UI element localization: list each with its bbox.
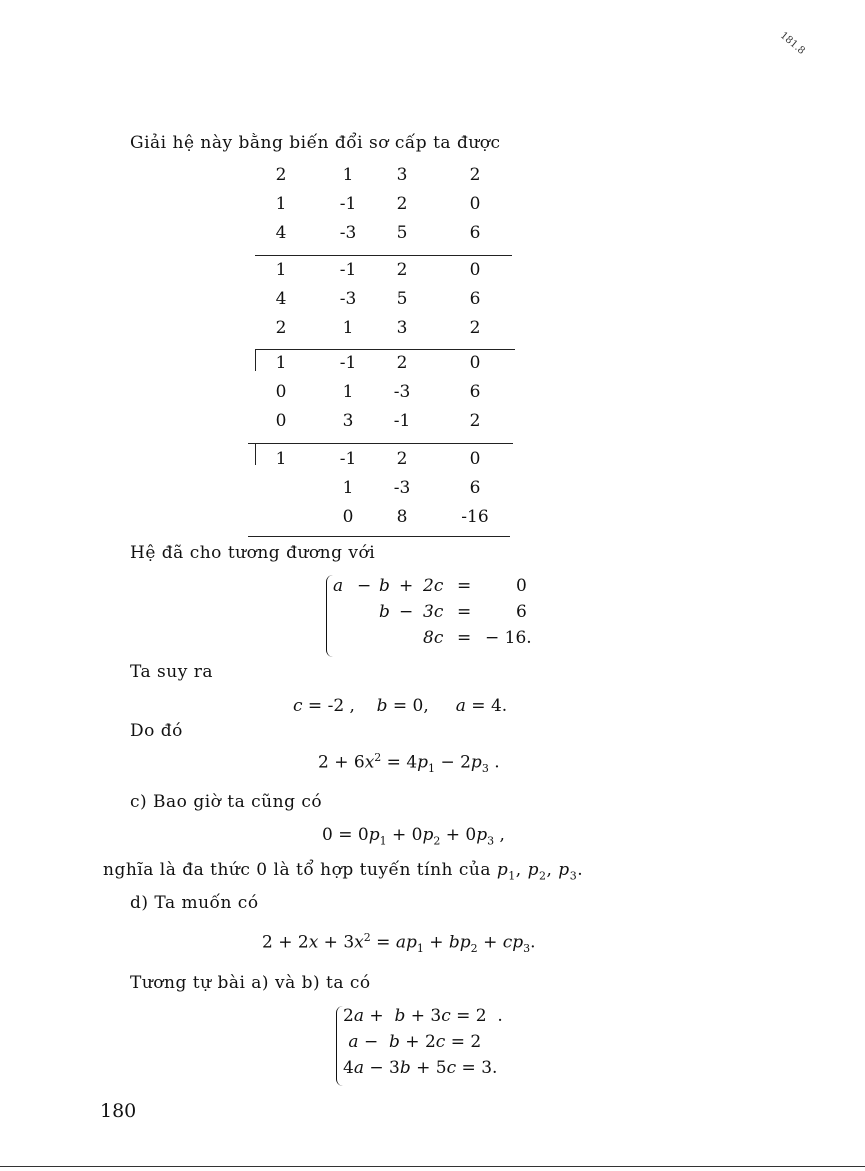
table-rule bbox=[255, 255, 512, 256]
matrix-cell: 2 bbox=[469, 165, 481, 185]
page-number: 180 bbox=[100, 1100, 137, 1122]
meaning-text: nghĩa là đa thức 0 là tổ hợp tuyến tính của $p_1$, $p_2$, $p_3$. bbox=[103, 860, 584, 883]
matrix-cell: 2 bbox=[396, 353, 408, 373]
table-rule bbox=[248, 443, 513, 444]
equation-c: $0 = 0p_1 + 0p_2 + 0p_3$ , bbox=[322, 825, 505, 848]
matrix-cell: 0 bbox=[275, 411, 287, 431]
matrix-cell: -3 bbox=[339, 289, 357, 309]
hence-text: Do đó bbox=[130, 721, 183, 741]
table-rule bbox=[255, 349, 515, 350]
matrix-cell: 1 bbox=[342, 165, 354, 185]
system2-row1: 2a + b + 3c = 2 . bbox=[343, 1006, 503, 1026]
matrix-cell: 0 bbox=[469, 353, 481, 373]
equivalent-text: Hệ đã cho tương đương với bbox=[130, 543, 376, 563]
matrix-cell: 4 bbox=[275, 289, 287, 309]
matrix-cell: 4 bbox=[275, 223, 287, 243]
matrix-cell: 1 bbox=[342, 318, 354, 338]
matrix-cell: 2 bbox=[469, 318, 481, 338]
matrix-cell: -16 bbox=[461, 507, 489, 527]
page-bottom-border bbox=[0, 1166, 865, 1167]
matrix-cell: -1 bbox=[393, 411, 411, 431]
table-divider bbox=[255, 349, 256, 371]
intro-text: Giải hệ này bằng biến đổi sơ cấp ta được bbox=[130, 133, 501, 153]
matrix-cell: 0 bbox=[469, 449, 481, 469]
matrix-cell: 1 bbox=[275, 449, 287, 469]
matrix-cell: 2 bbox=[275, 318, 287, 338]
matrix-cell: 1 bbox=[275, 353, 287, 373]
matrix-cell: 6 bbox=[469, 223, 481, 243]
system1-row1: a − b + 2c = 0 bbox=[333, 576, 527, 596]
table-divider bbox=[255, 443, 256, 465]
matrix-cell: 0 bbox=[275, 382, 287, 402]
part-c-label: c) Bao giờ ta cũng có bbox=[130, 792, 323, 812]
matrix-cell: 8 bbox=[396, 507, 408, 527]
equation-d: $2 + 2x + 3x^2 = ap_1 + bp_2 + cp_3$. bbox=[262, 931, 536, 956]
equation-hence: $2 + 6x^2 = 4p_1 - 2p_3$ . bbox=[318, 751, 500, 776]
matrix-cell: 2 bbox=[396, 194, 408, 214]
matrix-cell: -1 bbox=[339, 194, 357, 214]
matrix-cell: 6 bbox=[469, 289, 481, 309]
system2-row3: 4a − 3b + 5c = 3. bbox=[343, 1058, 498, 1078]
corner-stamp: 181.8 bbox=[777, 30, 807, 57]
matrix-cell: 0 bbox=[342, 507, 354, 527]
matrix-cell: -1 bbox=[339, 449, 357, 469]
matrix-cell: -3 bbox=[339, 223, 357, 243]
system-brace bbox=[326, 575, 333, 657]
matrix-cell: 1 bbox=[342, 478, 354, 498]
matrix-cell: -1 bbox=[339, 260, 357, 280]
matrix-cell: 1 bbox=[275, 194, 287, 214]
matrix-cell: 3 bbox=[396, 318, 408, 338]
matrix-cell: 0 bbox=[469, 194, 481, 214]
matrix-cell: 6 bbox=[469, 382, 481, 402]
matrix-cell: 5 bbox=[396, 223, 408, 243]
part-d-label: d) Ta muốn có bbox=[130, 893, 259, 913]
system2-brace bbox=[336, 1006, 343, 1086]
matrix-cell: 3 bbox=[396, 165, 408, 185]
matrix-cell: 0 bbox=[469, 260, 481, 280]
matrix-cell: -1 bbox=[339, 353, 357, 373]
matrix-cell: 1 bbox=[342, 382, 354, 402]
matrix-cell: 1 bbox=[275, 260, 287, 280]
table-rule bbox=[248, 536, 510, 537]
matrix-cell: 2 bbox=[396, 449, 408, 469]
matrix-cell: 3 bbox=[342, 411, 354, 431]
deduce-text: Ta suy ra bbox=[130, 662, 214, 682]
matrix-cell: 2 bbox=[275, 165, 287, 185]
solution-line: c = -2 , b = 0, a = 4. bbox=[293, 696, 508, 716]
matrix-cell: 2 bbox=[469, 411, 481, 431]
similar-text: Tương tự bài a) và b) ta có bbox=[130, 973, 371, 993]
system2-row2: a − b + 2c = 2 bbox=[348, 1032, 482, 1052]
matrix-cell: 2 bbox=[396, 260, 408, 280]
matrix-cell: 5 bbox=[396, 289, 408, 309]
matrix-cell: 6 bbox=[469, 478, 481, 498]
matrix-cell: -3 bbox=[393, 478, 411, 498]
matrix-cell: -3 bbox=[393, 382, 411, 402]
